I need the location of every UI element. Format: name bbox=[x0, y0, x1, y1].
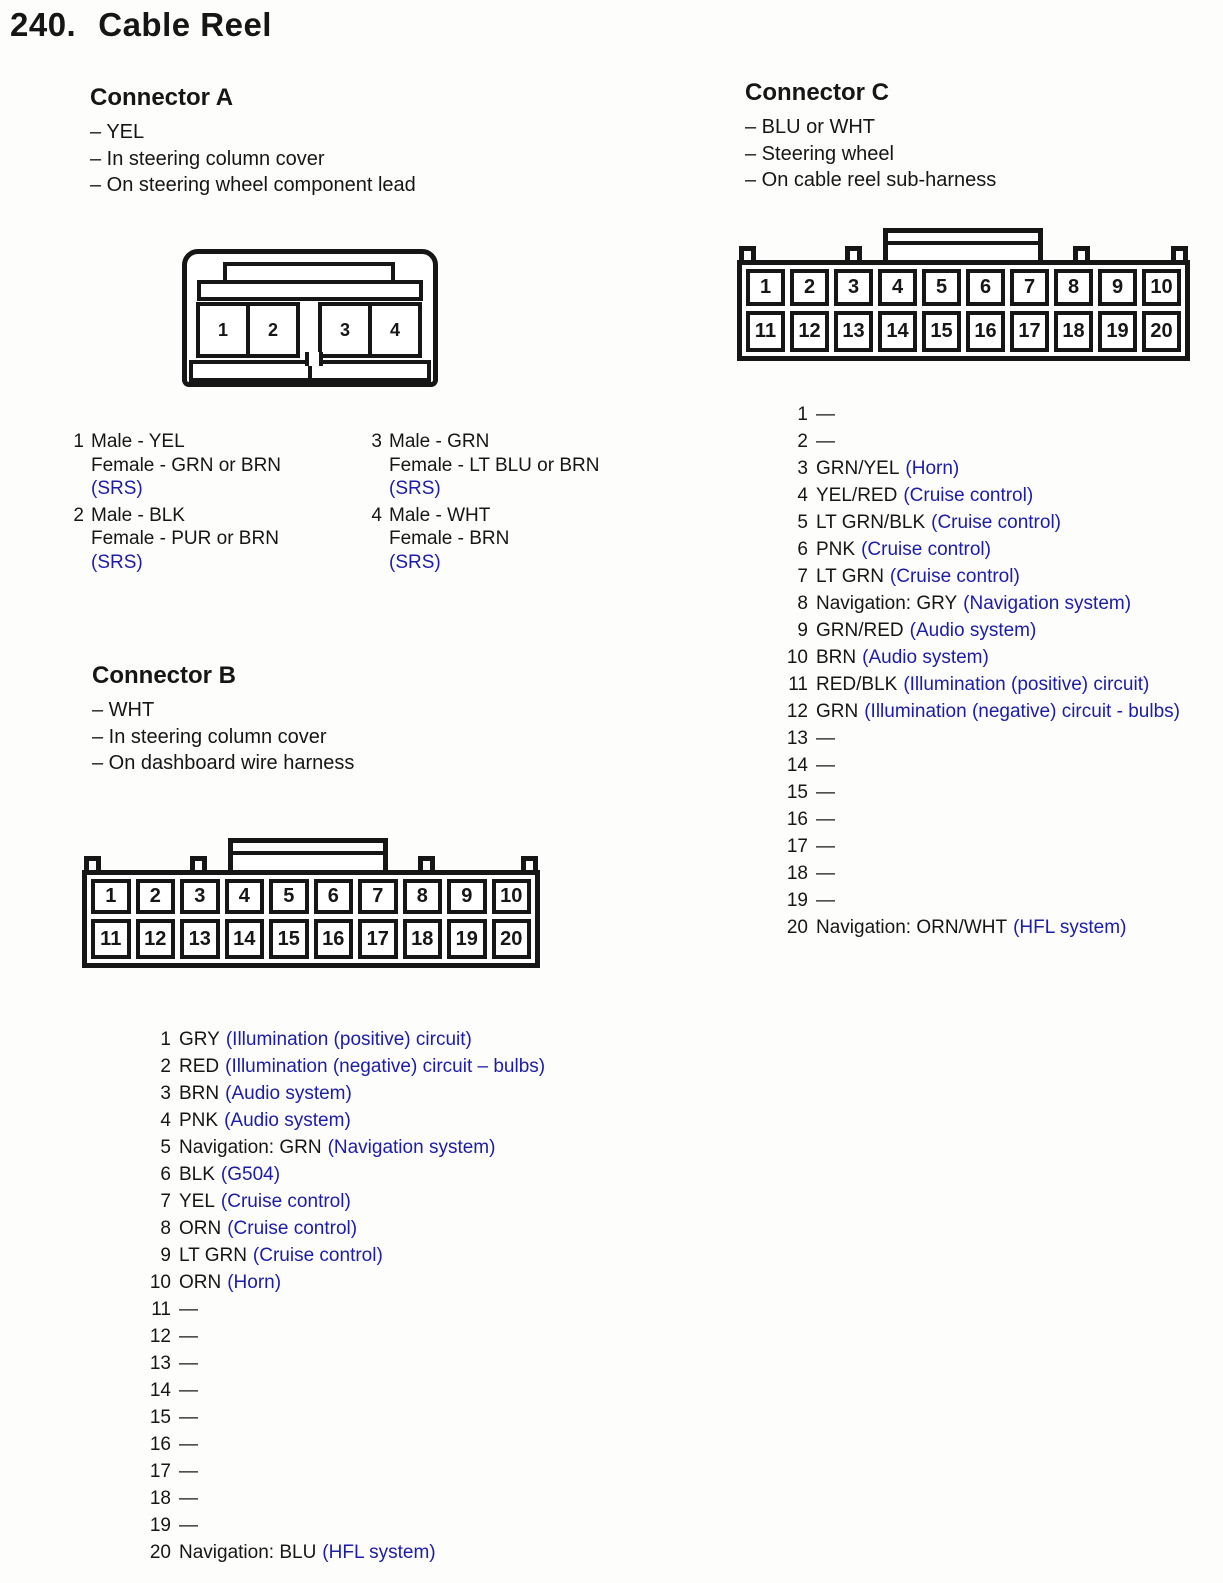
pin-number: 5 bbox=[160, 1137, 171, 1158]
pin-cell: 12 bbox=[136, 919, 176, 959]
pin-wire-color: — bbox=[816, 404, 835, 425]
connector-key-bump bbox=[84, 856, 101, 870]
pin-wire-color: ORN bbox=[179, 1272, 222, 1293]
pin-wire-color: BRN bbox=[179, 1083, 220, 1104]
connector-a-pin-detail bbox=[366, 504, 599, 575]
pin-list-row bbox=[778, 455, 1180, 482]
pin-system-note: (Audio system) bbox=[225, 1083, 352, 1104]
pin-system-note: (Horn) bbox=[227, 1272, 282, 1293]
pin-number: 14 bbox=[786, 755, 808, 776]
pin-wire-color: — bbox=[816, 836, 835, 857]
page-title bbox=[10, 6, 272, 44]
pin-number: 10 bbox=[149, 1272, 171, 1293]
pin-system-note: (Cruise control) bbox=[252, 1245, 383, 1266]
pin-system-note: (HFL system) bbox=[322, 1542, 436, 1563]
pin-cell: 16 bbox=[966, 311, 1005, 352]
pin-list-row bbox=[145, 1053, 545, 1080]
pin-cell: 10 bbox=[492, 879, 532, 914]
pin-wire-color: BLK bbox=[179, 1164, 215, 1185]
pin-cell: 1 bbox=[91, 879, 131, 914]
page-title-number: 240. bbox=[10, 6, 77, 43]
pin-number: 6 bbox=[160, 1164, 171, 1185]
pin-number: 15 bbox=[786, 782, 808, 803]
connector-key-bump bbox=[1171, 246, 1188, 260]
pin-number: 18 bbox=[786, 863, 808, 884]
pin-cell: 15 bbox=[269, 919, 309, 959]
pin-cell: 16 bbox=[314, 919, 354, 959]
pin-list-row bbox=[145, 1080, 545, 1107]
pin-wire-color: ORN bbox=[179, 1218, 222, 1239]
connector-c-bullets bbox=[745, 114, 996, 194]
pin-wire-color: — bbox=[179, 1488, 198, 1509]
pin-cell: 2 bbox=[790, 269, 829, 306]
pin-number: 7 bbox=[797, 566, 808, 587]
pin-wire-color: — bbox=[816, 728, 835, 749]
pin-wire-color: LT GRN bbox=[816, 566, 884, 587]
pin-wire-color: — bbox=[179, 1380, 198, 1401]
pin-number: 10 bbox=[786, 647, 808, 668]
pin-cell: 2 bbox=[136, 879, 176, 914]
connector-a-pin-detail bbox=[68, 504, 366, 575]
pin-number: 16 bbox=[786, 809, 808, 830]
bullet-item: – On cable reel sub-harness bbox=[745, 169, 997, 191]
pin-wire-color: GRN/RED bbox=[816, 620, 904, 641]
pin-male-color: Male - YEL bbox=[91, 431, 185, 452]
pin-list-row bbox=[778, 752, 1180, 779]
pin-list-row bbox=[778, 698, 1180, 725]
pin-system-note: (Cruise control) bbox=[931, 512, 1061, 533]
pin-list-row bbox=[145, 1539, 545, 1566]
pin-cell: 13 bbox=[180, 919, 220, 959]
pin-number: 20 bbox=[786, 917, 808, 938]
pin-wire-color: — bbox=[179, 1326, 198, 1347]
pin-number: 1 bbox=[797, 404, 808, 425]
pin-system-note: (Cruise control) bbox=[861, 539, 991, 560]
pin-cell: 14 bbox=[225, 919, 265, 959]
pin-list-row bbox=[778, 806, 1180, 833]
pin-cell: 6 bbox=[314, 879, 354, 914]
pin-list-row bbox=[145, 1512, 545, 1539]
pin-list-row bbox=[778, 536, 1180, 563]
pin-list-row bbox=[778, 725, 1180, 752]
connector-a-drawing bbox=[182, 249, 438, 387]
pin-cell: 8 bbox=[403, 879, 443, 914]
pin-wire-color: RED/BLK bbox=[816, 674, 898, 695]
pin-number: 13 bbox=[149, 1353, 171, 1374]
connector-key-bump bbox=[739, 246, 756, 260]
pin-number: 15 bbox=[149, 1407, 171, 1428]
bullet-item: – YEL bbox=[90, 121, 145, 143]
pin-cell: 10 bbox=[1142, 269, 1181, 306]
pin-list-row bbox=[145, 1323, 545, 1350]
connector-a-pin-cells bbox=[196, 302, 422, 358]
pin-system-note: (Illumination (negative) circuit – bulbs) bbox=[225, 1056, 546, 1077]
pin-cell: 20 bbox=[1142, 311, 1181, 352]
pin-wire-color: LT GRN/BLK bbox=[816, 512, 926, 533]
pin-number: 3 bbox=[371, 431, 382, 452]
pin-number: 4 bbox=[797, 485, 808, 506]
pin-number: 3 bbox=[797, 458, 808, 479]
pin-system-note: (Cruise control) bbox=[220, 1191, 351, 1212]
connector-a-heading: Connector A bbox=[90, 84, 234, 111]
pin-system-note: (HFL system) bbox=[1013, 917, 1127, 938]
pin-list-row bbox=[145, 1107, 545, 1134]
connector-a-pin-details bbox=[68, 430, 599, 574]
pin-number: 13 bbox=[786, 728, 808, 749]
pin-female-color: Female - BRN bbox=[389, 528, 510, 549]
pin-system-note: (Illumination (positive) circuit) bbox=[225, 1029, 472, 1050]
bullet-item: – Steering wheel bbox=[745, 142, 894, 165]
pin-system-note: (G504) bbox=[220, 1164, 281, 1185]
pin-system-note: (Audio system) bbox=[224, 1110, 351, 1131]
pin-system-note: (Illumination (positive) circuit) bbox=[903, 674, 1150, 695]
pin-male-color: Male - BLK bbox=[91, 504, 185, 526]
pin-cell: 1 bbox=[196, 302, 250, 358]
pin-srs-note: (SRS) bbox=[91, 478, 143, 499]
pin-cell: 4 bbox=[878, 269, 917, 306]
pin-list-row bbox=[145, 1296, 545, 1323]
pin-list-row bbox=[778, 860, 1180, 887]
pin-wire-color: LT GRN bbox=[179, 1245, 247, 1266]
pin-cell: 13 bbox=[834, 311, 873, 352]
pin-number: 20 bbox=[149, 1542, 171, 1563]
pin-wire-color: RED bbox=[179, 1056, 220, 1077]
pin-wire-color: BRN bbox=[816, 647, 857, 668]
pin-cell: 5 bbox=[269, 879, 309, 914]
pin-wire-color: — bbox=[179, 1407, 198, 1428]
connector-a-bullets bbox=[90, 119, 416, 199]
pin-cell: 17 bbox=[358, 919, 398, 959]
pin-cell: 3 bbox=[180, 879, 220, 914]
pin-wire-color: PNK bbox=[179, 1110, 219, 1131]
pin-number: 16 bbox=[149, 1434, 171, 1455]
pin-wire-color: Navigation: GRY bbox=[816, 593, 958, 614]
pin-list-row bbox=[778, 509, 1180, 536]
pin-list-row bbox=[778, 401, 1180, 428]
pin-cell: 20 bbox=[492, 919, 532, 959]
pin-wire-color: YEL/RED bbox=[816, 485, 898, 506]
connector-key-bump bbox=[190, 856, 207, 870]
pin-number: 2 bbox=[797, 431, 808, 452]
bullet-item: – On dashboard wire harness bbox=[92, 752, 355, 774]
pin-cell: 18 bbox=[403, 919, 443, 959]
pin-wire-color: — bbox=[179, 1434, 198, 1455]
connector-key-bump bbox=[1073, 246, 1090, 260]
pin-number: 14 bbox=[149, 1380, 171, 1401]
connector-a-pin-detail bbox=[366, 430, 599, 501]
pin-cell: 19 bbox=[447, 919, 487, 959]
pin-wire-color: — bbox=[816, 431, 835, 452]
pin-cell: 7 bbox=[358, 879, 398, 914]
pin-number: 17 bbox=[786, 836, 808, 857]
pin-srs-note: (SRS) bbox=[91, 551, 143, 573]
pin-cell: 9 bbox=[1098, 269, 1137, 306]
pin-cell: 15 bbox=[922, 311, 961, 352]
pin-wire-color: YEL bbox=[179, 1191, 215, 1212]
pin-wire-color: Navigation: BLU bbox=[179, 1542, 317, 1563]
pin-cell: 19 bbox=[1098, 311, 1137, 352]
pin-list-row bbox=[778, 428, 1180, 455]
pin-wire-color: — bbox=[816, 890, 835, 911]
pin-number: 18 bbox=[149, 1488, 171, 1509]
pin-wire-color: — bbox=[816, 863, 835, 884]
pin-number: 5 bbox=[797, 512, 808, 533]
pin-number: 2 bbox=[160, 1056, 171, 1077]
bullet-item: – In steering column cover bbox=[92, 725, 327, 748]
pin-srs-note: (SRS) bbox=[389, 478, 441, 499]
connector-a-bar-divider bbox=[308, 364, 312, 378]
pin-number: 1 bbox=[160, 1029, 171, 1050]
pin-cell: 4 bbox=[368, 302, 422, 358]
pin-wire-color: — bbox=[816, 809, 835, 830]
pin-system-note: (Cruise control) bbox=[903, 485, 1034, 506]
pin-system-note: (Audio system) bbox=[909, 620, 1037, 641]
pin-list-row bbox=[778, 671, 1180, 698]
pin-wire-color: GRN/YEL bbox=[816, 458, 900, 479]
connector-key-bump bbox=[845, 246, 862, 260]
pin-wire-color: GRY bbox=[179, 1029, 220, 1050]
bullet-item: – BLU or WHT bbox=[745, 116, 876, 138]
pin-system-note: (Cruise control) bbox=[227, 1218, 358, 1239]
pin-system-note: (Navigation system) bbox=[963, 593, 1132, 614]
pin-list-row bbox=[145, 1431, 545, 1458]
pin-male-color: Male - GRN bbox=[389, 431, 490, 452]
pin-number: 19 bbox=[149, 1515, 171, 1536]
connector-a-pin-detail bbox=[68, 430, 366, 501]
pin-number: 9 bbox=[160, 1245, 171, 1266]
pin-cell: 5 bbox=[922, 269, 961, 306]
pin-list-row bbox=[145, 1161, 545, 1188]
pin-list-row bbox=[778, 563, 1180, 590]
pin-female-color: Female - PUR or BRN bbox=[91, 528, 279, 549]
pin-system-note: (Horn) bbox=[905, 458, 960, 479]
pin-number: 19 bbox=[786, 890, 808, 911]
pin-list-row bbox=[145, 1134, 545, 1161]
connector-key-tab bbox=[228, 838, 388, 870]
pin-list-row bbox=[145, 1269, 545, 1296]
pin-number: 12 bbox=[786, 701, 808, 722]
pin-number: 11 bbox=[151, 1299, 171, 1320]
pin-cell: 6 bbox=[966, 269, 1005, 306]
pin-system-note: (Audio system) bbox=[862, 647, 989, 668]
pin-number: 7 bbox=[160, 1191, 171, 1212]
pin-list-row bbox=[778, 914, 1180, 941]
pin-list-row bbox=[145, 1242, 545, 1269]
pin-number: 1 bbox=[73, 431, 84, 452]
pin-list-row bbox=[145, 1188, 545, 1215]
bullet-item: – In steering column cover bbox=[90, 147, 325, 170]
connector-b-pin-list bbox=[145, 1026, 545, 1566]
connector-key-tab bbox=[883, 228, 1043, 260]
connector-c-heading: Connector C bbox=[745, 79, 889, 106]
pin-number: 6 bbox=[797, 539, 808, 560]
pin-list-row bbox=[778, 617, 1180, 644]
pin-number: 4 bbox=[371, 504, 382, 526]
connector-key-bump bbox=[418, 856, 435, 870]
pin-number: 12 bbox=[149, 1326, 171, 1347]
pin-number: 2 bbox=[73, 504, 84, 526]
pin-wire-color: GRN bbox=[816, 701, 859, 722]
pin-number: 4 bbox=[160, 1110, 171, 1131]
pin-system-note: (Navigation system) bbox=[327, 1137, 496, 1158]
pin-list-row bbox=[145, 1350, 545, 1377]
pin-list-row bbox=[145, 1458, 545, 1485]
pin-wire-color: — bbox=[816, 782, 835, 803]
pin-number: 8 bbox=[797, 593, 808, 614]
pin-cell: 7 bbox=[1010, 269, 1049, 306]
pin-cell: 4 bbox=[225, 879, 265, 914]
pin-male-color: Male - WHT bbox=[389, 504, 491, 526]
pin-cell: 14 bbox=[878, 311, 917, 352]
connector-a-key-slot bbox=[197, 280, 423, 301]
connector-c-drawing bbox=[737, 228, 1190, 361]
pin-list-row bbox=[778, 779, 1180, 806]
pin-number: 3 bbox=[160, 1083, 171, 1104]
pin-number: 17 bbox=[149, 1461, 171, 1482]
pin-female-color: Female - GRN or BRN bbox=[91, 454, 282, 476]
pin-cell: 12 bbox=[790, 311, 829, 352]
pin-female-color: Female - LT BLU or BRN bbox=[389, 454, 600, 476]
pin-number: 8 bbox=[160, 1218, 171, 1239]
pin-cell: 1 bbox=[746, 269, 785, 306]
page-title-text: Cable Reel bbox=[98, 6, 272, 43]
connector-a-center-stub bbox=[305, 352, 323, 366]
pin-wire-color: Navigation: GRN bbox=[179, 1137, 322, 1158]
pin-system-note: (Illumination (negative) circuit - bulbs) bbox=[864, 701, 1180, 722]
pin-wire-color: — bbox=[179, 1299, 198, 1320]
pin-list-row bbox=[778, 482, 1180, 509]
pin-cell: 3 bbox=[318, 302, 372, 358]
pin-list-row bbox=[145, 1026, 545, 1053]
pin-number: 9 bbox=[797, 620, 808, 641]
pin-list-row bbox=[778, 590, 1180, 617]
pin-list-row bbox=[145, 1404, 545, 1431]
pin-wire-color: Navigation: ORN/WHT bbox=[816, 917, 1008, 938]
pin-list-row bbox=[145, 1485, 545, 1512]
pin-cell: 11 bbox=[746, 311, 785, 352]
connector-c-pin-list bbox=[778, 401, 1180, 941]
pin-system-note: (Cruise control) bbox=[889, 566, 1020, 587]
pin-srs-note: (SRS) bbox=[389, 551, 441, 573]
connector-b-drawing bbox=[82, 838, 540, 968]
pin-cell: 2 bbox=[246, 302, 300, 358]
pin-wire-color: — bbox=[816, 755, 835, 776]
pin-list-row bbox=[145, 1215, 545, 1242]
pin-cell: 17 bbox=[1010, 311, 1049, 352]
pin-list-row bbox=[778, 887, 1180, 914]
bullet-item: – WHT bbox=[92, 699, 155, 721]
connector-b-bullets bbox=[92, 697, 354, 777]
pin-list-row bbox=[145, 1377, 545, 1404]
pin-wire-color: — bbox=[179, 1515, 198, 1536]
pin-wire-color: — bbox=[179, 1353, 198, 1374]
pin-cell: 3 bbox=[834, 269, 873, 306]
pin-number: 11 bbox=[788, 674, 808, 695]
pin-wire-color: — bbox=[179, 1461, 198, 1482]
pin-list-row bbox=[778, 644, 1180, 671]
connector-b-pin-cells bbox=[87, 875, 535, 963]
connector-b-heading: Connector B bbox=[92, 662, 236, 689]
pin-list-row bbox=[778, 833, 1180, 860]
pin-wire-color: PNK bbox=[816, 539, 856, 560]
pin-cell: 8 bbox=[1054, 269, 1093, 306]
bullet-item: – On steering wheel component lead bbox=[90, 174, 416, 196]
connector-c-pin-cells bbox=[742, 265, 1185, 356]
connector-key-bump bbox=[521, 856, 538, 870]
pin-cell: 11 bbox=[91, 919, 131, 959]
pin-cell: 9 bbox=[447, 879, 487, 914]
pin-cell: 18 bbox=[1054, 311, 1093, 352]
